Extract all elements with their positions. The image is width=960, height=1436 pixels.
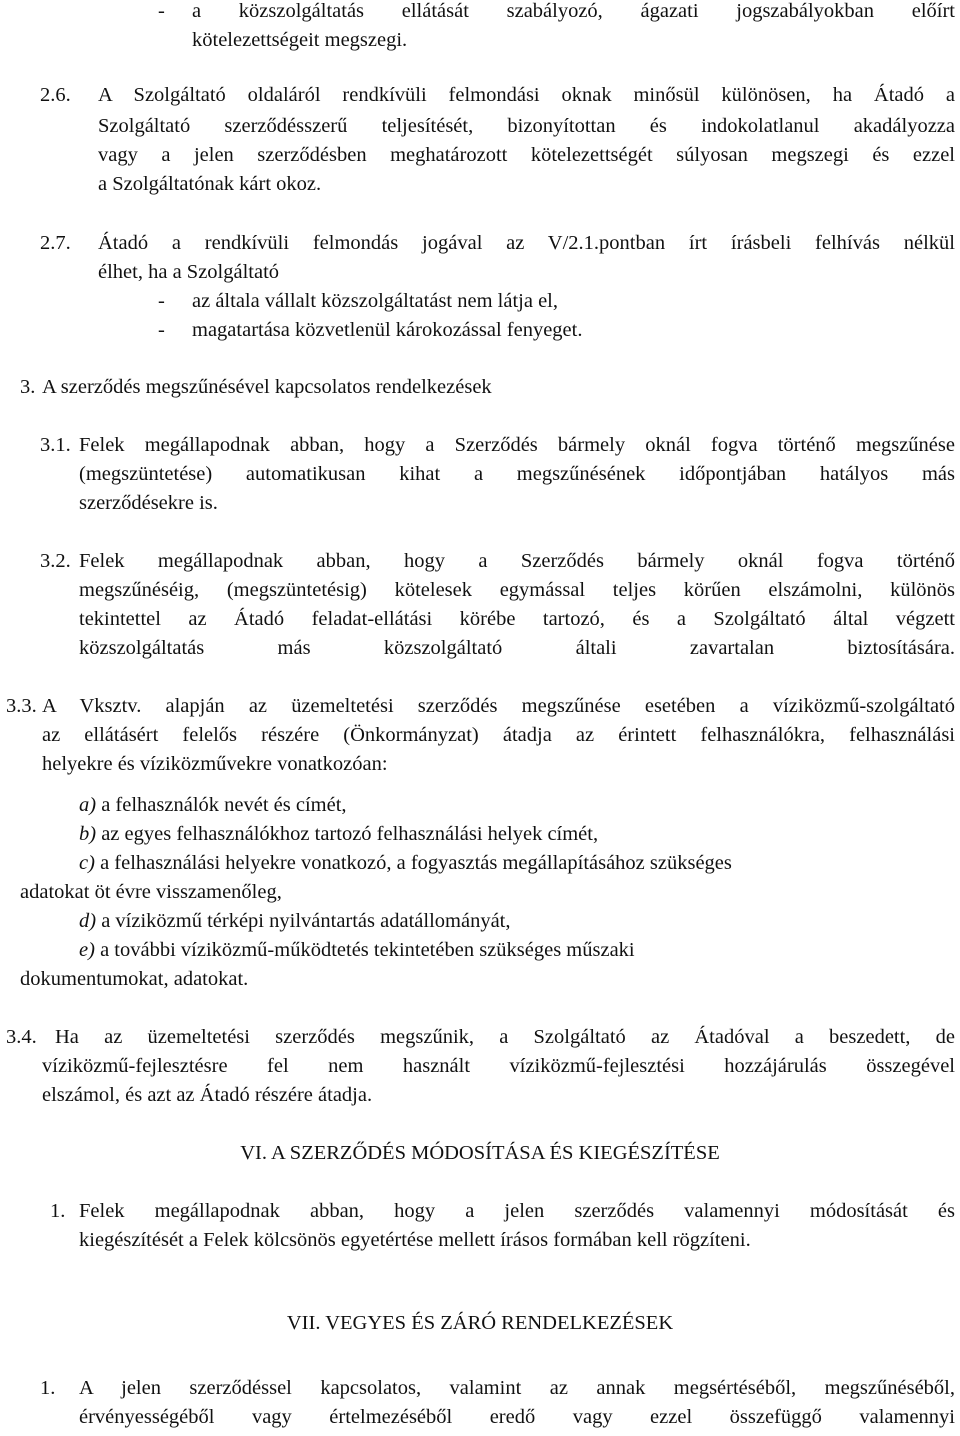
- chapter-heading-vii: VII. VEGYES ÉS ZÁRÓ RENDELKEZÉSEK: [286, 1312, 674, 1334]
- bullet-dash: -: [158, 319, 165, 341]
- paragraph-vi-1-line-1: Felek megállapodnak abban, hogy a jelen szerződés valamennyi módosítását és: [79, 1200, 955, 1222]
- paragraph-2-6-line-4: a Szolgáltatónak kárt okoz.: [98, 173, 322, 195]
- intro-line-1: a közszolgáltatás ellátását szabályozó, ágazati jogszabályokban előírt: [192, 0, 955, 22]
- paragraph-3-4-line-1: Ha az üzemeltetési szerződés megszűnik, a Szolgáltató az Átadóval a beszedett, de: [55, 1026, 955, 1048]
- list-item-e: [79, 936, 635, 965]
- list-marker: a): [79, 794, 97, 816]
- paragraph-2-7-bullet-2: magatartása közvetlenül károkozással fenyeget.: [192, 319, 583, 341]
- paragraph-3-2-line-2: megszűnéséig, (megszüntetésig) kötelesek egymással teljes körűen elszámolni, különös: [79, 579, 955, 601]
- section-number-vi-1: 1.: [50, 1200, 66, 1222]
- paragraph-2-7-line-2: élhet, ha a Szolgáltató: [98, 261, 280, 283]
- list-item-c: [79, 849, 732, 878]
- paragraph-3-1-line-3: szerződésekre is.: [79, 492, 218, 514]
- list-marker: c): [79, 852, 95, 874]
- list-item-c-continuation: adatokat öt évre visszamenőleg,: [20, 881, 282, 903]
- paragraph-2-6-line-1: A Szolgáltató oldaláról rendkívüli felmondási oknak minősül különösen, ha Átadó a: [98, 84, 955, 106]
- list-marker: e): [79, 939, 95, 961]
- paragraph-2-6-line-2: Szolgáltató szerződésszerű teljesítését, bizonyítottan és indokolatlanul akadályozza: [98, 115, 955, 137]
- chapter-heading-vi: VI. A SZERZŐDÉS MÓDOSÍTÁSA ÉS KIEGÉSZÍTÉSE: [240, 1142, 720, 1164]
- section-number-3-3: 3.3.: [6, 695, 37, 717]
- section-number-3-2: 3.2.: [40, 550, 71, 572]
- list-item-text: a felhasználók nevét és címét,: [101, 794, 347, 816]
- paragraph-2-6-line-3: vagy a jelen szerződésben meghatározott kötelezettségét súlyosan megszegi és ezzel: [98, 144, 955, 166]
- paragraph-3-3-line-3: helyekre és víziközművekre vonatkozóan:: [42, 753, 388, 775]
- list-item-b: [79, 820, 598, 849]
- list-item-a: [79, 791, 347, 820]
- list-item-text: a további víziközmű-működtetés tekintetében szükséges műszaki: [100, 939, 635, 961]
- paragraph-3-3-line-2: az ellátásért felelős részére (Önkormányzat) átadja az érintett felhasználókra, felhasználási: [42, 724, 955, 746]
- paragraph-vii-1-line-2: érvényességéből vagy értelmezéséből eredő vagy ezzel összefüggő valamennyi: [79, 1406, 955, 1428]
- list-item-text: a felhasználási helyekre vonatkozó, a fogyasztás megállapításához szükséges: [100, 852, 732, 874]
- section-3-title: A szerződés megszűnésével kapcsolatos rendelkezések: [42, 376, 492, 398]
- paragraph-2-7-bullet-1: az általa vállalt közszolgáltatást nem látja el,: [192, 290, 558, 312]
- paragraph-3-1-line-2: (megszüntetése) automatikusan kihat a megszűnésének időpontjában hatályos más: [79, 463, 955, 485]
- bullet-dash: -: [158, 290, 165, 312]
- bullet-dash: -: [158, 0, 165, 22]
- paragraph-3-3-line-1: A Vksztv. alapján az üzemeltetési szerződés megszűnése esetében a víziközmű-szolgáltató: [42, 695, 955, 717]
- list-item-text: a víziközmű térképi nyilvántartás adatállományát,: [101, 910, 511, 932]
- paragraph-3-2-line-3: tekintettel az Átadó feladat-ellátási körébe tartozó, és a Szolgáltató által végzett: [79, 608, 955, 630]
- list-marker: b): [79, 823, 97, 845]
- section-number-2-6: 2.6.: [40, 84, 71, 106]
- paragraph-vi-1-line-2: kiegészítését a Felek kölcsönös egyetértése mellett írásos formában kell rögzíteni.: [79, 1229, 751, 1251]
- section-number-3: 3.: [20, 376, 36, 398]
- paragraph-3-1-line-1: Felek megállapodnak abban, hogy a Szerződés bármely oknál fogva történő megszűnése: [79, 434, 955, 456]
- paragraph-3-4-line-3: elszámol, és azt az Átadó részére átadja.: [42, 1084, 373, 1106]
- intro-line-2: kötelezettségeit megszegi.: [192, 29, 408, 51]
- section-number-3-1: 3.1.: [40, 434, 71, 456]
- paragraph-2-7-line-1: Átadó a rendkívüli felmondás jogával az V/2.1.pontban írt írásbeli felhívás nélkül: [98, 232, 955, 254]
- list-item-e-continuation: dokumentumokat, adatokat.: [20, 968, 249, 990]
- list-marker: d): [79, 910, 97, 932]
- section-number-3-4: 3.4.: [6, 1026, 37, 1048]
- list-item-d: [79, 907, 510, 936]
- paragraph-vii-1-line-1: A jelen szerződéssel kapcsolatos, valamint az annak megsértéséből, megszűnéséből,: [79, 1377, 955, 1399]
- paragraph-3-4-line-2: víziközmű-fejlesztésre fel nem használt víziközmű-fejlesztési hozzájárulás összegével: [42, 1055, 955, 1077]
- section-number-2-7: 2.7.: [40, 232, 71, 254]
- list-item-text: az egyes felhasználókhoz tartozó felhasználási helyek címét,: [101, 823, 599, 845]
- paragraph-3-2-line-4: közszolgáltatás más közszolgáltató általi zavartalan biztosítására.: [79, 637, 955, 659]
- paragraph-3-2-line-1: Felek megállapodnak abban, hogy a Szerződés bármely oknál fogva történő: [79, 550, 955, 572]
- section-number-vii-1: 1.: [40, 1377, 56, 1399]
